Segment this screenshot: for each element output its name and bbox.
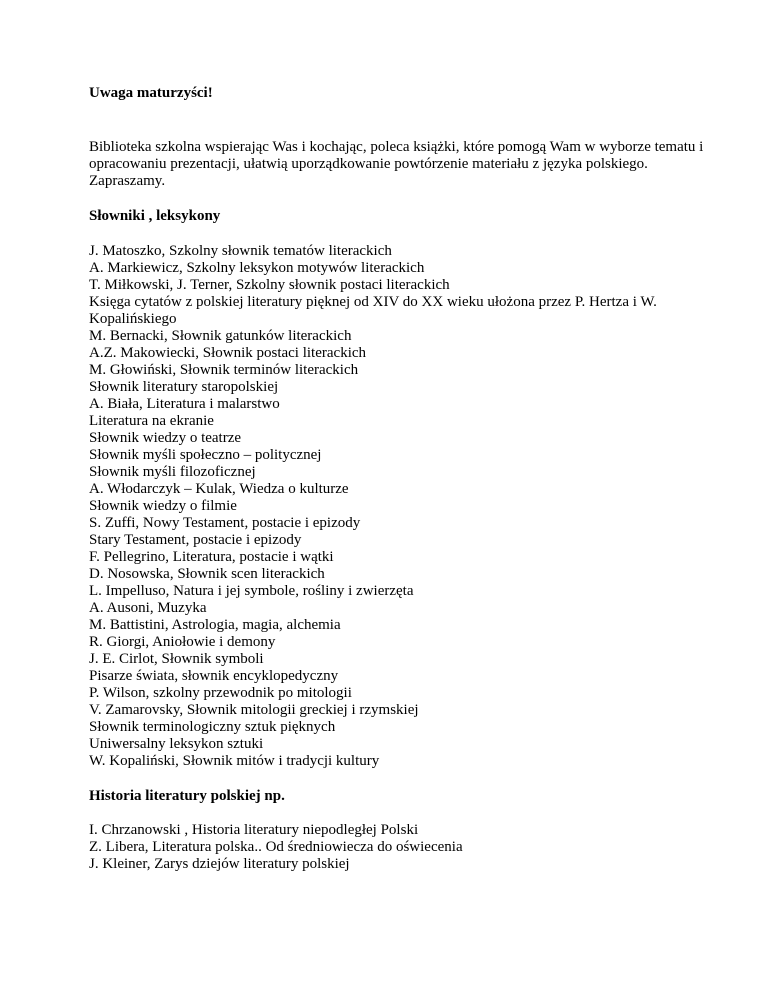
document-page xyxy=(89,85,709,873)
list-item: A. Markiewicz, Szkolny leksykon motywów literackich xyxy=(89,260,425,276)
list-item: Literatura na ekranie xyxy=(89,413,214,429)
list-item: A. Biała, Literatura i malarstwo xyxy=(89,396,280,412)
list-item: A. Włodarczyk – Kulak, Wiedza o kulturze xyxy=(89,481,349,497)
list-item: Słownik wiedzy o teatrze xyxy=(89,430,242,446)
dictionaries-list xyxy=(89,243,709,770)
literature-history-list xyxy=(89,822,709,873)
list-item: Słownik terminologiczny sztuk pięknych xyxy=(89,719,336,735)
list-item: Słownik literatury staropolskiej xyxy=(89,379,279,395)
spacer xyxy=(89,770,709,788)
spacer xyxy=(89,102,709,139)
list-item: D. Nosowska, Słownik scen literackich xyxy=(89,566,325,582)
spacer xyxy=(89,225,709,243)
list-item: M. Głowiński, Słownik terminów literackich xyxy=(89,362,359,378)
list-item: Słownik myśli filozoficznej xyxy=(89,464,256,480)
list-item: Z. Libera, Literatura polska.. Od średniowiecza do oświecenia xyxy=(89,839,463,855)
spacer xyxy=(89,805,709,822)
list-item: Słownik myśli społeczno – politycznej xyxy=(89,447,322,463)
list-item: Księga cytatów z polskiej literatury pięknej od XIV do XX wieku ułożona przez P. Hertza i W. Kopalińskiego xyxy=(89,294,657,327)
list-item: A.Z. Makowiecki, Słownik postaci literackich xyxy=(89,345,367,361)
list-item: R. Giorgi, Aniołowie i demony xyxy=(89,634,276,650)
list-item: F. Pellegrino, Literatura, postacie i wątki xyxy=(89,549,334,565)
list-item: M. Bernacki, Słownik gatunków literackich xyxy=(89,328,352,344)
list-item: T. Miłkowski, J. Terner, Szkolny słownik postaci literackich xyxy=(89,277,450,293)
section-heading-dictionaries: Słowniki , leksykony xyxy=(89,208,221,224)
list-item: J. Kleiner, Zarys dziejów literatury polskiej xyxy=(89,856,350,872)
list-item: I. Chrzanowski , Historia literatury niepodległej Polski xyxy=(89,822,419,838)
list-item: J. E. Cirlot, Słownik symboli xyxy=(89,651,264,667)
list-item: Uniwersalny leksykon sztuki xyxy=(89,736,264,752)
list-item: L. Impelluso, Natura i jej symbole, rośliny i zwierzęta xyxy=(89,583,414,599)
list-item: Słownik wiedzy o filmie xyxy=(89,498,237,514)
list-item: S. Zuffi, Nowy Testament, postacie i epizody xyxy=(89,515,361,531)
list-item: P. Wilson, szkolny przewodnik po mitologii xyxy=(89,685,352,701)
list-item: A. Ausoni, Muzyka xyxy=(89,600,207,616)
list-item: W. Kopaliński, Słownik mitów i tradycji kultury xyxy=(89,753,380,769)
list-item: M. Battistini, Astrologia, magia, alchemia xyxy=(89,617,341,633)
section-heading-literature-history: Historia literatury polskiej np. xyxy=(89,788,285,804)
list-item: Pisarze świata, słownik encyklopedyczny xyxy=(89,668,339,684)
spacer xyxy=(89,190,709,208)
list-item: J. Matoszko, Szkolny słownik tematów literackich xyxy=(89,243,392,259)
intro-paragraph: Biblioteka szkolna wspierając Was i kochając, poleca książki, które pomogą Wam w wyborze tematu i opracowaniu prezentacji, ułatwią uporządkowanie powtórzenie materiału z języka polskiego. Zapraszamy. xyxy=(89,139,704,189)
list-item: V. Zamarovsky, Słownik mitologii greckiej i rzymskiej xyxy=(89,702,419,718)
list-item: Stary Testament, postacie i epizody xyxy=(89,532,302,548)
document-title: Uwaga maturzyści! xyxy=(89,85,213,101)
